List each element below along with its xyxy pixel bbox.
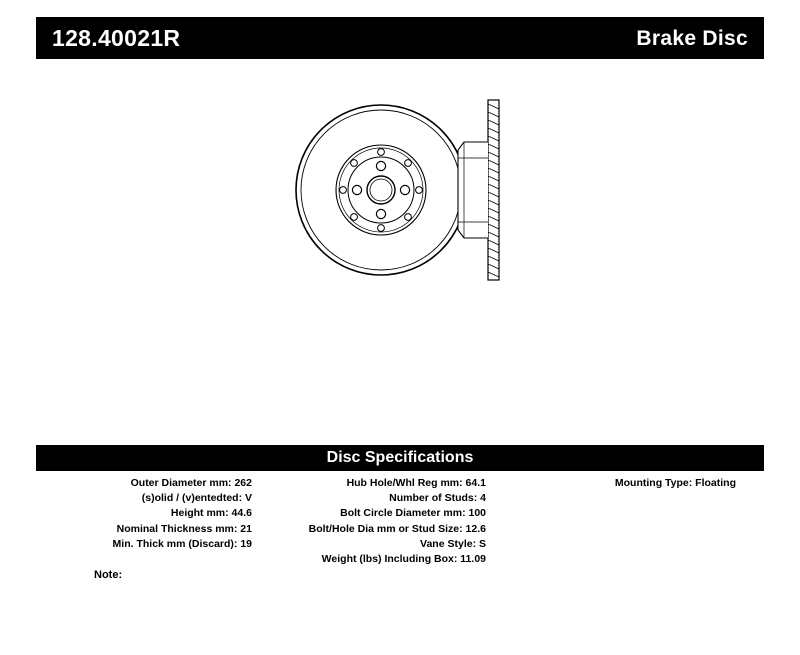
spec-item: (s)olid / (v)entedted: V (141, 492, 252, 505)
spec-column-left (36, 476, 258, 552)
disc-specifications-title-bar (36, 445, 764, 471)
brake-rotor-face-view (296, 105, 466, 275)
spec-item: Mounting Type: Floating (614, 477, 736, 489)
spec-column-middle (258, 476, 494, 567)
spec-item: Hub Hole/Whl Reg mm: 64.1 (346, 477, 486, 489)
spec-item: Vane Style: S (420, 537, 486, 550)
brake-rotor-edge-view (458, 100, 499, 280)
spec-item: Height mm: 44.6 (170, 507, 252, 520)
spec-item: Bolt/Hole Dia mm or Stud Size: 12.6 (308, 522, 486, 535)
spec-item: Nominal Thickness mm: 21 (116, 522, 252, 535)
spec-column-right (494, 476, 764, 491)
spec-item: Min. Thick mm (Discard): 19 (112, 537, 252, 550)
disc-specifications-title: Disc Specifications (326, 449, 474, 466)
spec-item: Outer Diameter mm: 262 (130, 477, 252, 489)
header-bar (36, 17, 764, 59)
disc-specifications-columns (36, 476, 764, 567)
spec-item: Bolt Circle Diameter mm: 100 (340, 507, 486, 520)
product-image-area (36, 70, 764, 430)
product-type: Brake Disc (636, 26, 748, 50)
note-label: Note: (94, 569, 123, 581)
spec-item: Weight (lbs) Including Box: 11.09 (321, 553, 486, 566)
spec-item: Number of Studs: 4 (389, 492, 486, 505)
brake-disc-illustration (286, 80, 546, 300)
part-number: 128.40021R (52, 24, 181, 51)
